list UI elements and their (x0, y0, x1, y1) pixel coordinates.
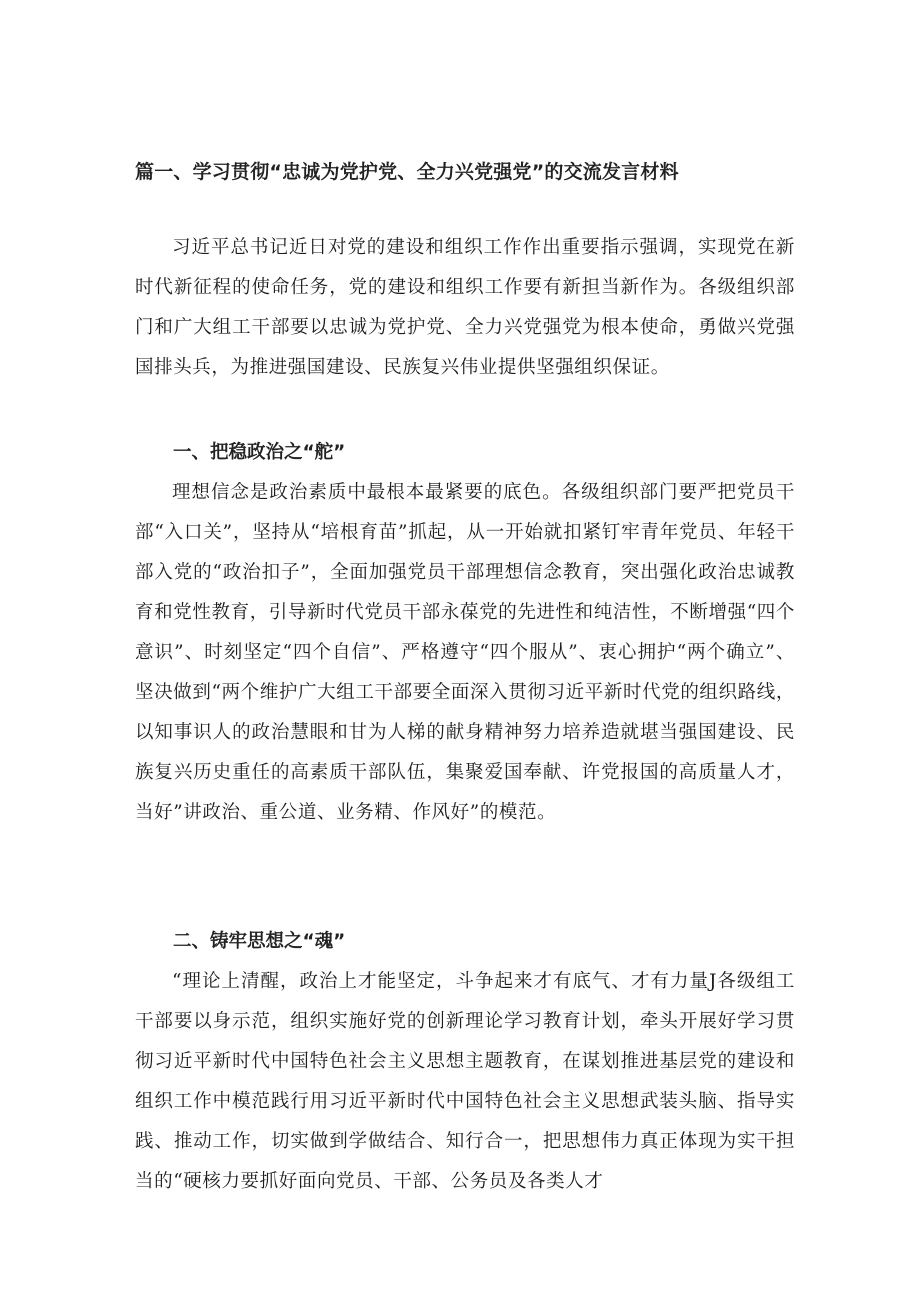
section-paragraph: 理想信念是政治素质中最根本最紧要的底色。各级组织部门要严把党员干部“入口关”，坚持从“培根育苗”抓起，从一开始就扣紧钉牢青年党员、年轻干部入党的“政治扣子”，全面加强党员干部理想信念教育，突出强化政治忠诚教育和党性教育，引导新时代党员干部永葆党的先进性和纯洁性，不断增强“四个意识”、时刻坚定“四个自信”、严格遵守“四个服从”、衷心拥护“两个确立”、坚决做到“两个维护广大组工干部要全面深入贯彻习近平新时代党的组织路线，以知事识人的政治慧眼和甘为人梯的献身精神努力培养造就堪当强国建设、民族复兴历史重任的高素质干部队伍，集聚爱国奉献、许党报国的高质量人才，当好”讲政治、重公道、业务精、作风好”的模范。 (135, 482, 795, 823)
section-heading: 二、铸牢思想之“魂” (173, 931, 346, 952)
document-title: 篇一、学习贯彻“忠诚为党护党、全力兴党强党”的交流发言材料 (135, 161, 679, 183)
section-heading: 一、把稳政治之“舵” (173, 442, 346, 463)
intro-paragraph: 习近平总书记近日对党的建设和组织工作作出重要指示强调，实现党在新时代新征程的使命任务，党的建设和组织工作要有新担当新作为。各级组织部门和广大组工干部要以忠诚为党护党、全力兴党强党为根本使命，勇做兴党强国排头兵，为推进强国建设、民族复兴伟业提供坚强组织保证。 (135, 237, 795, 378)
section-paragraph: “理论上清醒，政治上才能坚定，斗争起来才有底气、才有力量J各级组工干部要以身示范，组织实施好党的创新理论学习教育计划，牵头开展好学习贯彻习近平新时代中国特色社会主义思想主题教育，在谋划推进基层党的建设和组织工作中模范践行用习近平新时代中国特色社会主义思想武装头脑、指导实践、推动工作，切实做到学做结合、知行合一，把思想伟力真正体现为实干担当的“硬核力要抓好面向党员、干部、公务员及各类人才 (135, 971, 795, 1192)
